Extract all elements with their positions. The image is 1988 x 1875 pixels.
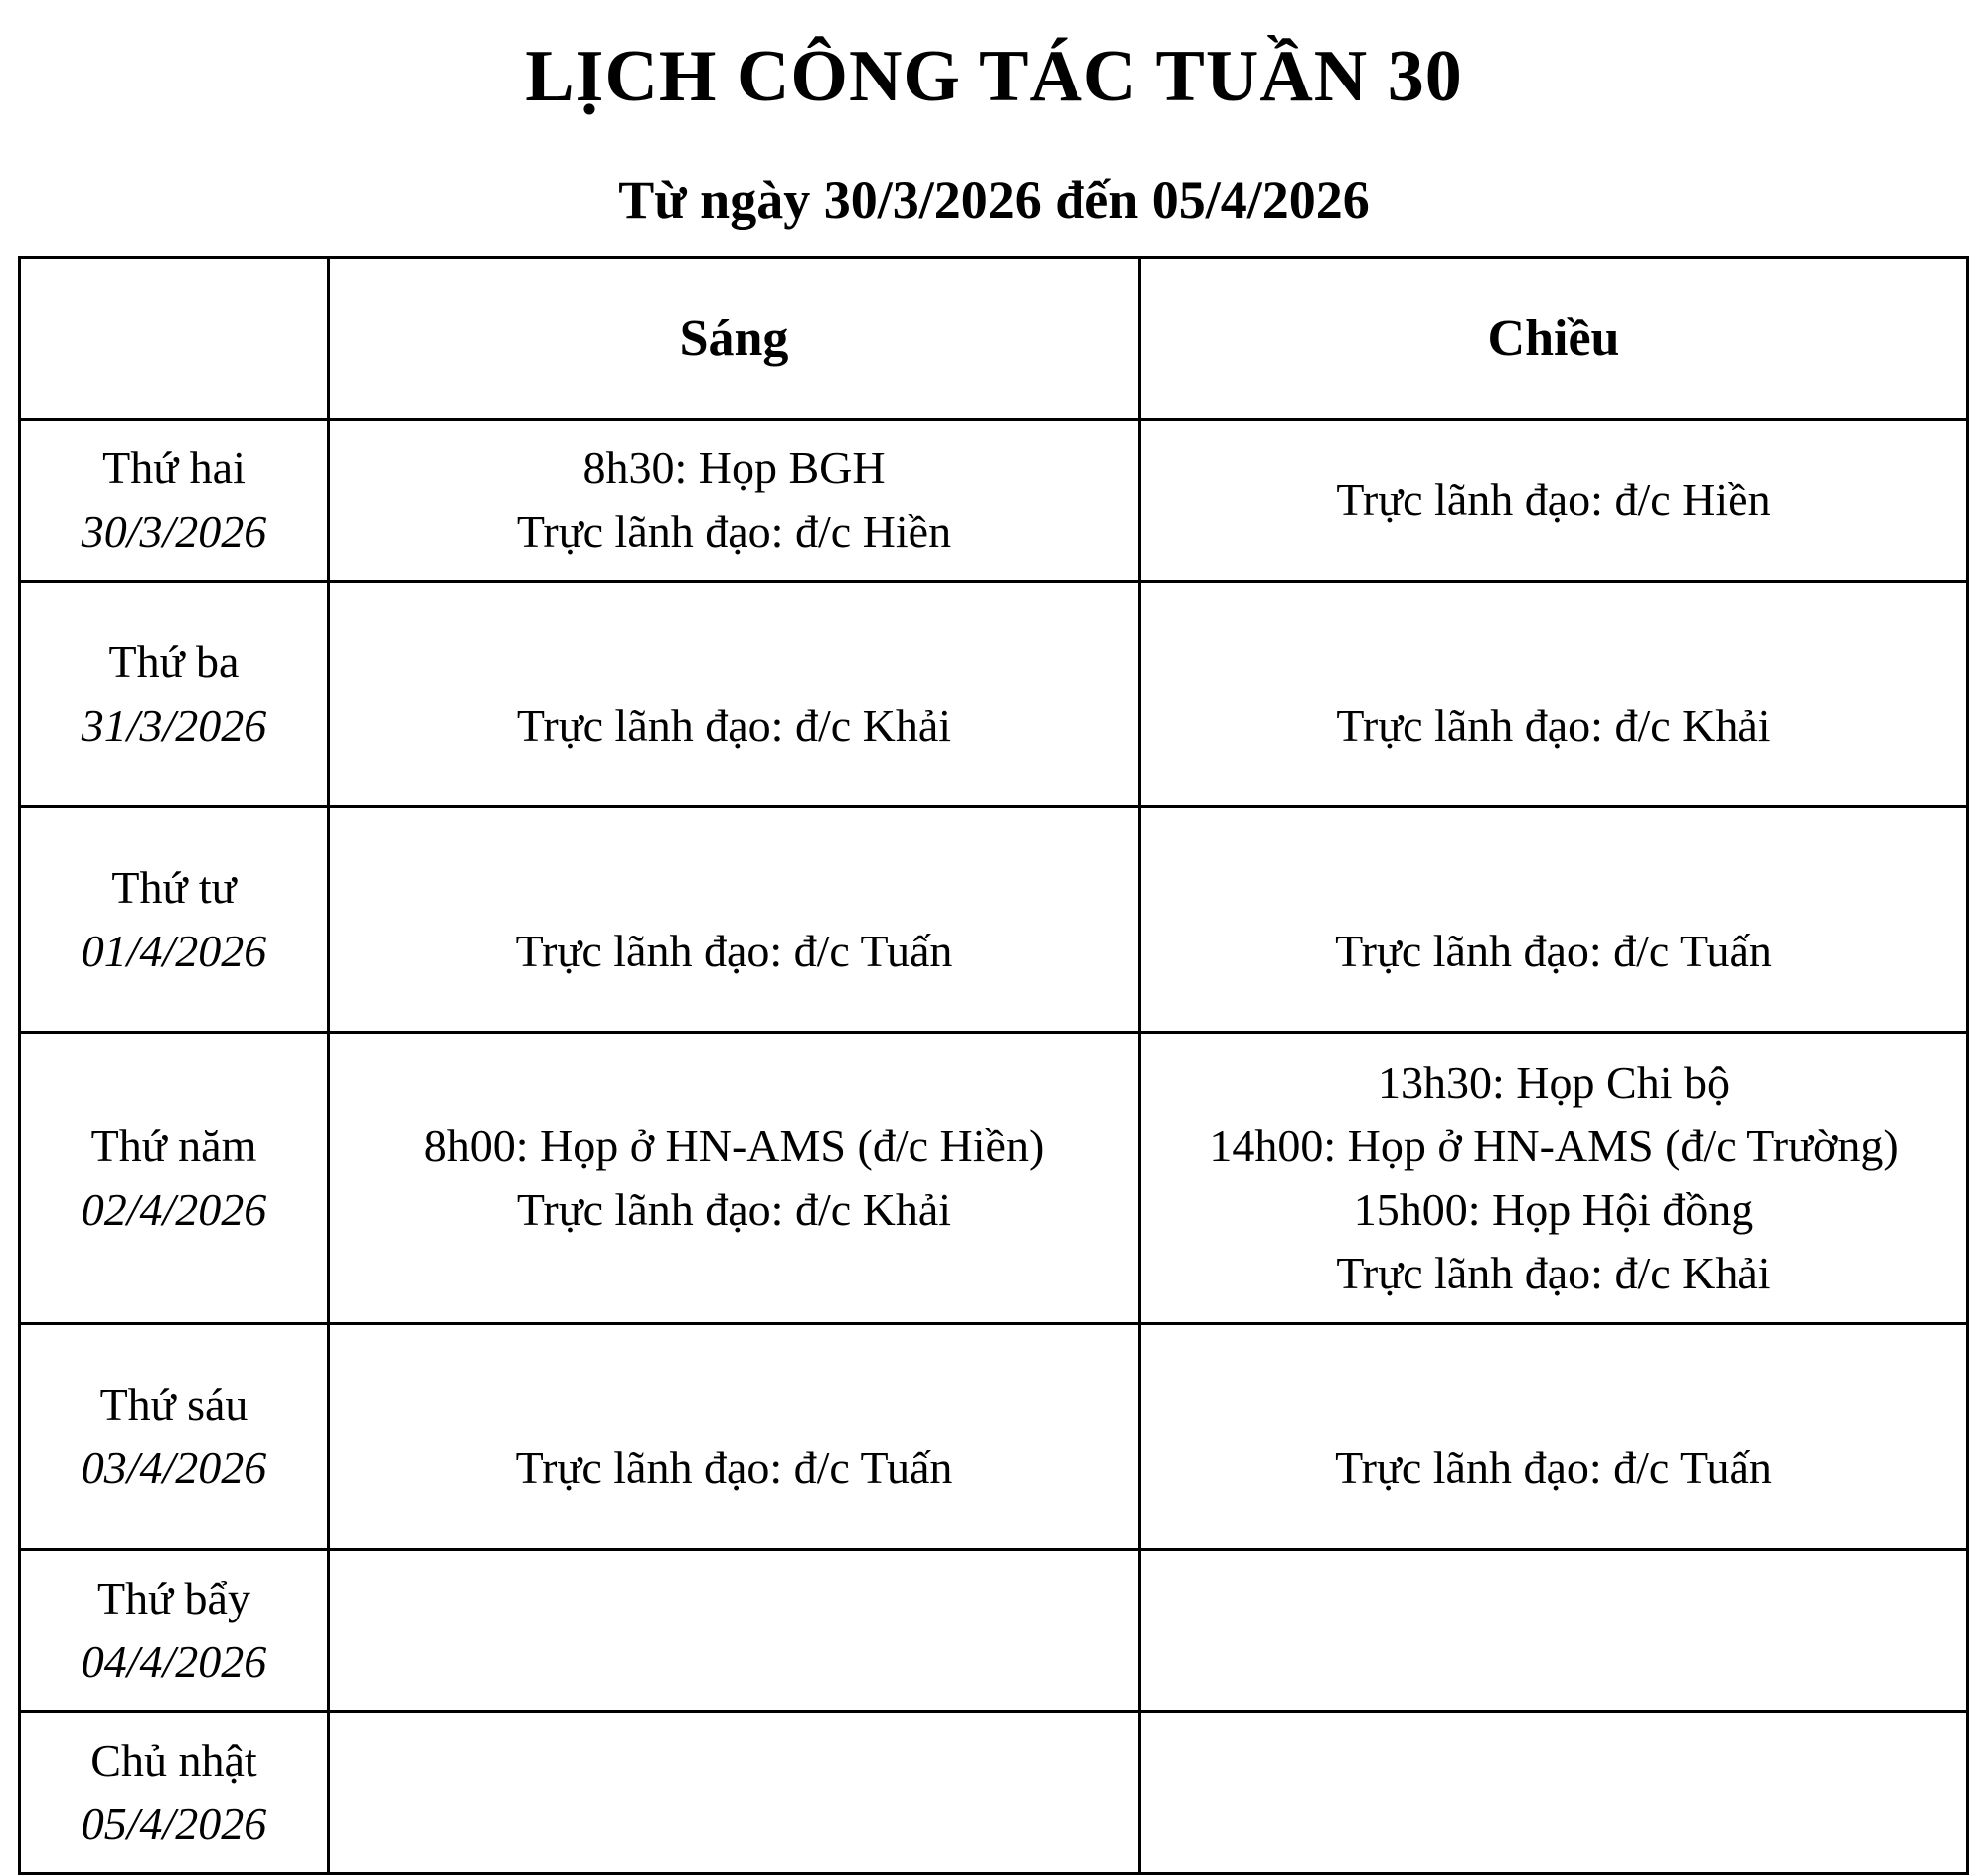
header-day (20, 258, 329, 420)
morning-cell (329, 1712, 1140, 1874)
morning-entry: Trực lãnh đạo: đ/c Tuấn (515, 926, 953, 976)
afternoon-cell (1140, 1712, 1968, 1874)
day-date: 01/4/2026 (81, 926, 267, 976)
morning-entry: Trực lãnh đạo: đ/c Khải (516, 700, 952, 751)
day-cell (20, 807, 329, 1033)
day-date: 04/4/2026 (81, 1636, 267, 1687)
morning-entry: 8h00: Họp ở HN-AMS (đ/c Hiền) (423, 1120, 1045, 1171)
table-row (20, 1550, 1968, 1712)
morning-cell (329, 1324, 1140, 1550)
day-name: Thứ hai (102, 442, 246, 493)
date-range-subtitle: Từ ngày 30/3/2026 đến 05/4/2026 (618, 170, 1370, 230)
morning-cell (329, 1033, 1140, 1324)
day-name: Chủ nhật (90, 1735, 257, 1786)
afternoon-entry: 14h00: Họp ở HN-AMS (đ/c Trường) (1209, 1120, 1899, 1171)
morning-entry: Trực lãnh đạo: đ/c Tuấn (515, 1443, 953, 1493)
afternoon-cell (1140, 1033, 1968, 1324)
afternoon-entry: Trực lãnh đạo: đ/c Hiền (1336, 474, 1771, 525)
table-row (20, 1324, 1968, 1550)
afternoon-entry: 13h30: Họp Chi bộ (1378, 1057, 1730, 1108)
day-date: 02/4/2026 (81, 1184, 267, 1235)
table-row (20, 420, 1968, 582)
afternoon-entry: Trực lãnh đạo: đ/c Tuấn (1335, 926, 1772, 976)
morning-cell (329, 420, 1140, 582)
morning-entry: Trực lãnh đạo: đ/c Khải (516, 1184, 952, 1235)
day-name: Thứ bẩy (97, 1573, 250, 1623)
table-row (20, 582, 1968, 807)
morning-entry: 8h30: Họp BGH (582, 442, 886, 493)
afternoon-cell (1140, 420, 1968, 582)
day-cell (20, 420, 329, 582)
table-row (20, 807, 1968, 1033)
day-cell (20, 1712, 329, 1874)
morning-cell (329, 1550, 1140, 1712)
day-date: 05/4/2026 (81, 1798, 267, 1849)
page-title: LỊCH CÔNG TÁC TUẦN 30 (525, 36, 1463, 117)
afternoon-entry: Trực lãnh đạo: đ/c Tuấn (1335, 1443, 1772, 1493)
day-cell (20, 1550, 329, 1712)
schedule-table (18, 256, 1969, 1875)
afternoon-cell (1140, 582, 1968, 807)
day-name: Thứ ba (108, 636, 240, 687)
header-morning: Sáng (329, 258, 1140, 420)
afternoon-cell (1140, 1324, 1968, 1550)
morning-entry: Trực lãnh đạo: đ/c Hiền (516, 506, 952, 557)
day-name: Thứ năm (90, 1120, 257, 1171)
morning-cell (329, 807, 1140, 1033)
header-row (20, 258, 1968, 420)
day-date: 31/3/2026 (81, 700, 267, 751)
day-cell (20, 582, 329, 807)
day-name: Thứ sáu (99, 1379, 248, 1430)
header-afternoon: Chiều (1140, 258, 1968, 420)
afternoon-entry: Trực lãnh đạo: đ/c Khải (1336, 700, 1771, 751)
afternoon-cell (1140, 807, 1968, 1033)
afternoon-entry: 15h00: Họp Hội đồng (1353, 1184, 1754, 1235)
afternoon-cell (1140, 1550, 1968, 1712)
day-cell (20, 1324, 329, 1550)
day-date: 30/3/2026 (81, 506, 267, 557)
morning-cell (329, 582, 1140, 807)
day-name: Thứ tư (111, 862, 237, 913)
afternoon-entry: Trực lãnh đạo: đ/c Khải (1336, 1248, 1771, 1298)
table-row (20, 1712, 1968, 1874)
day-cell (20, 1033, 329, 1324)
day-date: 03/4/2026 (81, 1443, 267, 1493)
table-row (20, 1033, 1968, 1324)
